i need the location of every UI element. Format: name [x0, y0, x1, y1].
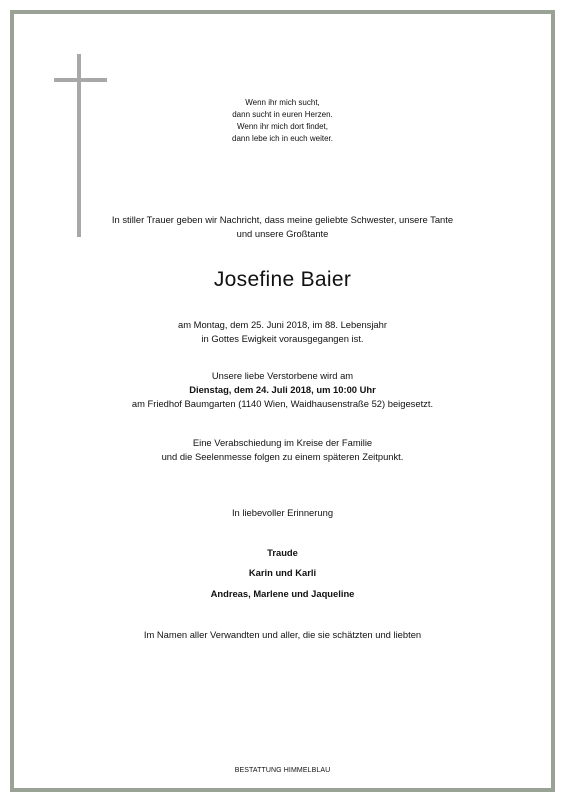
death-notice-line: am Montag, dem 25. Juni 2018, im 88. Lebensjahr	[178, 319, 387, 330]
mourner-name: Traude	[267, 547, 298, 558]
mourner-name: Karin und Karli	[248, 567, 317, 578]
funeral-location-line: am Friedhof Baumgarten (1140 Wien, Waidhausenstraße 52) beigesetzt.	[131, 398, 434, 409]
intro-text	[0, 213, 565, 241]
death-notice-line: in Gottes Ewigkeit vorausgegangen ist.	[201, 333, 364, 344]
mourner-name: Andreas, Marlene und Jaqueline	[210, 588, 355, 599]
funeral-intro-line: Unsere liebe Verstorbene wird am	[211, 370, 354, 381]
farewell-line: und die Seelenmesse folgen zu einem späteren Zeitpunkt.	[161, 451, 404, 462]
cross-icon-crossbar	[54, 78, 107, 82]
poem	[0, 97, 565, 145]
poem-line: Wenn ihr mich dort findet,	[236, 122, 328, 131]
poem-line: dann lebe ich in euch weiter.	[232, 134, 333, 143]
funeral-home-name: BESTATTUNG HIMMELBLAU	[234, 767, 331, 774]
farewell-line: Eine Verabschiedung im Kreise der Familie	[192, 437, 373, 448]
memory-line: In liebevoller Erinnerung	[231, 507, 334, 518]
poem-line: Wenn ihr mich sucht,	[245, 98, 320, 107]
intro-line: und unsere Großtante	[236, 228, 329, 239]
death-notice	[0, 318, 565, 346]
closing-line: Im Namen aller Verwandten und aller, die sie schätzten und liebten	[143, 629, 422, 640]
intro-line: In stiller Trauer geben wir Nachricht, dass meine geliebte Schwester, unsere Tante	[111, 214, 454, 225]
funeral-date-line: Dienstag, dem 24. Juli 2018, um 10:00 Uhr	[189, 384, 376, 395]
funeral-notice	[0, 369, 565, 411]
deceased-name: Josefine Baier	[213, 268, 352, 291]
farewell-notice	[0, 436, 565, 464]
poem-line: dann sucht in euren Herzen.	[232, 110, 333, 119]
